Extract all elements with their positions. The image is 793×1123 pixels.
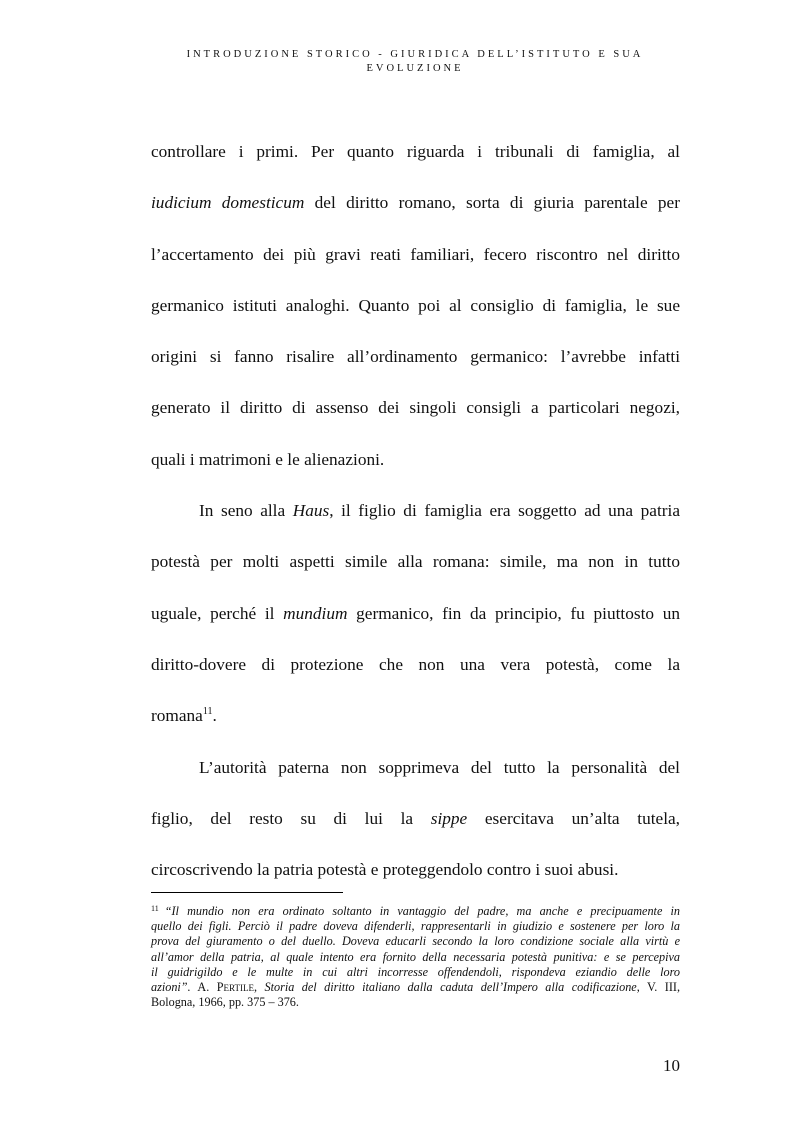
italic-term: sippe	[430, 808, 468, 828]
text-line: quali i matrimoni e le alienazioni.	[151, 449, 385, 469]
footnote-quote: prova del giuramento o del duello. Doveva educarli secondo la loro condizione sociale alla virtù e	[151, 934, 680, 949]
footnote-quote: “Il mundio non era ordinato soltanto in vantaggio del padre, ma anche e precipuamente in	[164, 904, 680, 918]
footnote-quote: quello dei figli. Perciò il padre doveva difenderli, rappresentarli in giudizio e sostenere per loro la	[151, 919, 680, 934]
citation-title: Storia del diritto italiano dalla caduta dell’Impero alla codificazione	[264, 980, 637, 995]
paragraph-2	[151, 485, 680, 741]
text-run: germanico, fin da principio, fu piuttosto un	[347, 603, 680, 623]
footnote-line: Bologna, 1966, pp. 375 – 376.	[151, 995, 299, 1010]
body-text	[151, 126, 680, 895]
footnote-separator	[151, 892, 343, 893]
text-run: .	[212, 706, 217, 726]
text-run: romana	[151, 706, 203, 726]
footnote-line	[151, 934, 680, 949]
footnote-reference[interactable]: 11	[202, 706, 213, 718]
text-run: uguale, perché il	[151, 603, 284, 623]
paragraph-1	[151, 126, 680, 485]
citation-volume: , V. III,	[636, 980, 681, 995]
text-run: del diritto romano, sorta di giuria parentale per	[304, 193, 680, 213]
text-run: ,	[254, 980, 265, 995]
text-line: origini si fanno risalire all’ordinamento germanico: l’avrebbe infatti	[151, 347, 680, 367]
text-run: , il figlio di famiglia era soggetto ad una patria	[329, 501, 680, 521]
text-line	[151, 485, 680, 536]
footnote-quote: all’amor della patria, al quale intento era fornito della necessaria potestà punitiva: e se percepiva	[151, 949, 680, 964]
text-line: generato il diritto di assenso dei singoli consigli a particolari negozi,	[151, 398, 680, 418]
text-line: germanico istituti analoghi. Quanto poi al consiglio di famiglia, le sue	[151, 295, 680, 315]
italic-term: iudicium domesticum	[151, 193, 305, 213]
text-line	[151, 588, 680, 639]
text-line: l’accertamento dei più gravi reati familiari, fecero riscontro nel diritto	[151, 244, 680, 264]
text-line: circoscrivendo la patria potestà e proteggendolo contro i suoi abusi.	[151, 860, 619, 880]
footnote-line	[151, 965, 680, 980]
running-header-line-1: INTRODUZIONE STORICO - GIURIDICA DELL’ISTITUTO E SUA	[186, 49, 644, 60]
citation-author-smallcaps: ertile	[223, 980, 254, 995]
text-run: In seno alla	[199, 501, 293, 521]
footnote-line	[151, 950, 680, 965]
footnote-line	[151, 919, 680, 934]
text-line	[151, 690, 680, 741]
text-line: controllare i primi. Per quanto riguarda i tribunali di famiglia, al	[151, 142, 680, 161]
text-run: figlio, del resto su di lui la	[151, 808, 431, 828]
footnote-quote: il guidrigildo e le multe in cui altri incorresse offendendoli, rispondeva eziandio delle loro	[151, 964, 680, 979]
text-line	[151, 793, 680, 844]
text-run: esercitava un’alta tutela,	[467, 808, 680, 828]
page-number: 10	[663, 1056, 680, 1075]
footnote-line	[151, 980, 680, 995]
footnote	[151, 901, 680, 1010]
text-line	[151, 177, 680, 228]
footnote-quote: azioni”.	[151, 980, 191, 995]
text-line: potestà per molti aspetti simile alla romana: simile, ma non in tutto	[151, 552, 680, 572]
italic-term: Haus	[292, 501, 330, 521]
footnote-number: 11	[151, 904, 159, 913]
text-line: diritto-dovere di protezione che non una vera potestà, come la	[151, 654, 680, 674]
italic-term: mundium	[283, 603, 348, 623]
running-header	[150, 48, 680, 76]
footnote-line	[151, 901, 680, 919]
running-header-line-2: EVOLUZIONE	[366, 63, 464, 74]
paragraph-3	[151, 742, 680, 896]
citation-author: A. P	[190, 980, 224, 995]
text-line: L’autorità paterna non sopprimeva del tutto la personalità del	[199, 757, 680, 777]
